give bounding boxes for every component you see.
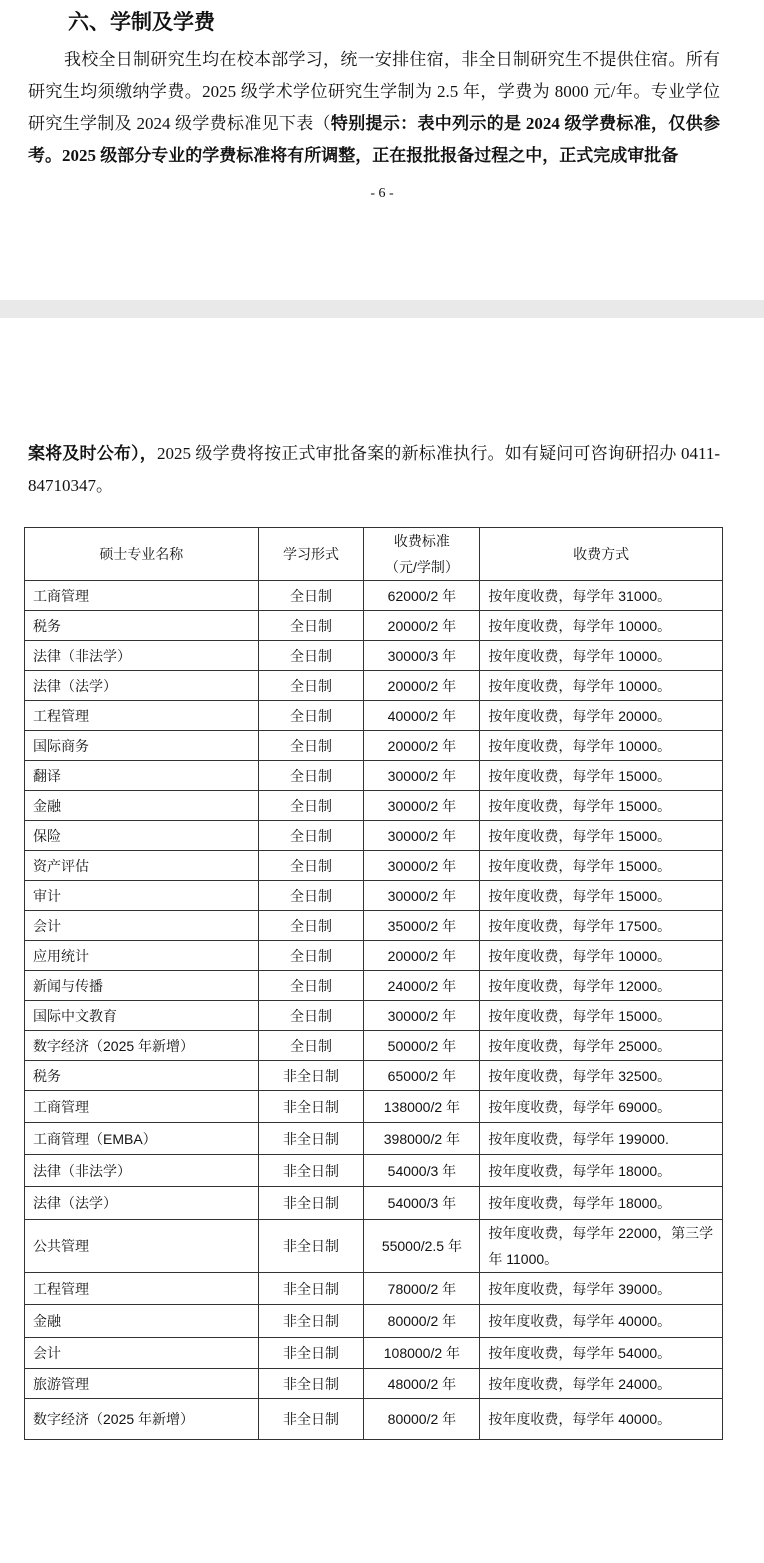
cell-payment-method: 按年度收费，每学年 24000。 <box>480 1369 723 1399</box>
cell-fee-standard: 24000/2 年 <box>364 971 480 1001</box>
table-row <box>25 581 723 611</box>
cell-payment-method: 按年度收费，每学年 10000。 <box>480 611 723 641</box>
cell-major: 国际商务 <box>25 731 259 761</box>
cell-payment-method: 按年度收费，每学年 199000. <box>480 1123 723 1155</box>
cell-payment-method: 按年度收费，每学年 12000。 <box>480 971 723 1001</box>
cell-major: 工程管理 <box>25 701 259 731</box>
cell-payment-method: 按年度收费，每学年 15000。 <box>480 881 723 911</box>
paragraph-text: 2025 级学费将按正式审批备案的新标准执行。如有疑问可咨询研招办 0411-84710347。 <box>28 444 720 495</box>
cell-study-mode: 非全日制 <box>258 1091 364 1123</box>
special-notice-end: 案将及时公布）， <box>28 444 157 463</box>
cell-fee-standard: 30000/2 年 <box>364 1001 480 1031</box>
header-fee-line1: 收费标准 <box>393 533 450 549</box>
table-row <box>25 791 723 821</box>
table-row <box>25 1155 723 1187</box>
table-row <box>25 761 723 791</box>
cell-study-mode: 全日制 <box>258 611 364 641</box>
cell-major: 金融 <box>25 791 259 821</box>
cell-study-mode: 非全日制 <box>258 1273 364 1305</box>
table-row <box>25 1061 723 1091</box>
cell-major: 公共管理 <box>25 1220 259 1273</box>
cell-major: 应用统计 <box>25 941 259 971</box>
cell-payment-method: 按年度收费，每学年 20000。 <box>480 701 723 731</box>
paragraph-text: 我校全日制研究生均在校本部学习，统一安排住宿，非全日制研究生不提供住宿。所有研究生均须缴纳学费。2025 级学术学位研究生学制为 2.5 年，学费为 8000 元/年。专业学位研究生学制及 2024 级学费标准见下表（ <box>28 50 720 133</box>
cell-study-mode: 全日制 <box>258 1031 364 1061</box>
cell-fee-standard: 138000/2 年 <box>364 1091 480 1123</box>
table-row <box>25 731 723 761</box>
cell-major: 审计 <box>25 881 259 911</box>
table-row <box>25 1273 723 1305</box>
cell-major: 法律（法学） <box>25 1187 259 1220</box>
cell-major: 法律（非法学） <box>25 641 259 671</box>
cell-fee-standard: 54000/3 年 <box>364 1155 480 1187</box>
cell-major: 法律（非法学） <box>25 1155 259 1187</box>
cell-payment-method: 按年度收费，每学年 15000。 <box>480 851 723 881</box>
cell-major: 税务 <box>25 611 259 641</box>
cell-fee-standard: 30000/3 年 <box>364 641 480 671</box>
cell-major: 翻译 <box>25 761 259 791</box>
cell-payment-method: 按年度收费，每学年 69000。 <box>480 1091 723 1123</box>
cell-fee-standard: 20000/2 年 <box>364 731 480 761</box>
cell-study-mode: 全日制 <box>258 791 364 821</box>
cell-major: 数字经济（2025 年新增） <box>25 1031 259 1061</box>
cell-fee-standard: 20000/2 年 <box>364 611 480 641</box>
cell-fee-standard: 78000/2 年 <box>364 1273 480 1305</box>
table-row <box>25 1338 723 1369</box>
cell-study-mode: 非全日制 <box>258 1155 364 1187</box>
cell-payment-method: 按年度收费，每学年 54000。 <box>480 1338 723 1369</box>
cell-payment-method: 按年度收费，每学年 40000。 <box>480 1305 723 1338</box>
table-row <box>25 881 723 911</box>
cell-study-mode: 全日制 <box>258 821 364 851</box>
table-row <box>25 641 723 671</box>
table-row <box>25 971 723 1001</box>
cell-fee-standard: 40000/2 年 <box>364 701 480 731</box>
cell-study-mode: 全日制 <box>258 1001 364 1031</box>
cell-study-mode: 非全日制 <box>258 1123 364 1155</box>
cell-payment-method: 按年度收费，每学年 10000。 <box>480 641 723 671</box>
cell-fee-standard: 398000/2 年 <box>364 1123 480 1155</box>
cell-fee-standard: 108000/2 年 <box>364 1338 480 1369</box>
paragraph-tuition-intro <box>28 44 720 172</box>
cell-study-mode: 全日制 <box>258 941 364 971</box>
section-heading: 六、学制及学费 <box>68 11 215 34</box>
table-row <box>25 1001 723 1031</box>
table-row <box>25 611 723 641</box>
cell-payment-method: 按年度收费，每学年 17500。 <box>480 911 723 941</box>
cell-major: 工商管理 <box>25 1091 259 1123</box>
table-row <box>25 1305 723 1338</box>
cell-study-mode: 全日制 <box>258 581 364 611</box>
cell-fee-standard: 30000/2 年 <box>364 791 480 821</box>
cell-study-mode: 非全日制 <box>258 1338 364 1369</box>
cell-fee-standard: 48000/2 年 <box>364 1369 480 1399</box>
cell-major: 工商管理 <box>25 581 259 611</box>
cell-major: 工程管理 <box>25 1273 259 1305</box>
cell-fee-standard: 20000/2 年 <box>364 671 480 701</box>
cell-payment-method: 按年度收费，每学年 15000。 <box>480 1001 723 1031</box>
cell-payment-method: 按年度收费，每学年 25000。 <box>480 1031 723 1061</box>
table-row <box>25 1123 723 1155</box>
cell-major: 资产评估 <box>25 851 259 881</box>
tuition-table <box>24 527 723 1440</box>
cell-payment-method: 按年度收费，每学年 32500。 <box>480 1061 723 1091</box>
header-major: 硕士专业名称 <box>25 528 259 581</box>
cell-major: 国际中文教育 <box>25 1001 259 1031</box>
table-row <box>25 671 723 701</box>
page-separator <box>0 300 764 318</box>
cell-payment-method: 按年度收费，每学年 18000。 <box>480 1155 723 1187</box>
cell-fee-standard: 65000/2 年 <box>364 1061 480 1091</box>
cell-fee-standard: 30000/2 年 <box>364 821 480 851</box>
table-row <box>25 1091 723 1123</box>
cell-payment-method: 按年度收费，每学年 31000。 <box>480 581 723 611</box>
cell-major: 会计 <box>25 911 259 941</box>
special-notice-text: 特别提示：表中列示的是 2024 级学费标准，仅供参考。2025 级部分专业的学费标准将有所调整，正在报批报备过程之中，正式完成审批备 <box>28 114 721 165</box>
table-row <box>25 701 723 731</box>
cell-payment-method: 按年度收费，每学年 10000。 <box>480 731 723 761</box>
cell-study-mode: 非全日制 <box>258 1061 364 1091</box>
table-row <box>25 941 723 971</box>
cell-major: 法律（法学） <box>25 671 259 701</box>
cell-fee-standard: 30000/2 年 <box>364 851 480 881</box>
cell-study-mode: 全日制 <box>258 701 364 731</box>
table-row <box>25 911 723 941</box>
table-row <box>25 1187 723 1220</box>
cell-payment-method: 按年度收费，每学年 15000。 <box>480 791 723 821</box>
cell-fee-standard: 80000/2 年 <box>364 1305 480 1338</box>
cell-major: 保险 <box>25 821 259 851</box>
cell-study-mode: 非全日制 <box>258 1305 364 1338</box>
cell-payment-method: 按年度收费，每学年 40000。 <box>480 1399 723 1440</box>
cell-study-mode: 全日制 <box>258 731 364 761</box>
header-fee-standard <box>364 528 480 581</box>
cell-study-mode: 非全日制 <box>258 1220 364 1273</box>
cell-payment-method: 按年度收费，每学年 15000。 <box>480 761 723 791</box>
cell-major: 会计 <box>25 1338 259 1369</box>
cell-fee-standard: 55000/2.5 年 <box>364 1220 480 1273</box>
cell-study-mode: 非全日制 <box>258 1187 364 1220</box>
cell-study-mode: 全日制 <box>258 911 364 941</box>
cell-payment-method: 按年度收费，每学年 10000。 <box>480 941 723 971</box>
cell-payment-method: 按年度收费，每学年 15000。 <box>480 821 723 851</box>
table-row <box>25 1220 723 1273</box>
cell-study-mode: 全日制 <box>258 851 364 881</box>
page-number: - 6 - <box>370 186 394 201</box>
cell-payment-method: 按年度收费，每学年 22000，第三学年 11000。 <box>480 1220 723 1273</box>
cell-payment-method: 按年度收费，每学年 10000。 <box>480 671 723 701</box>
cell-payment-method: 按年度收费，每学年 39000。 <box>480 1273 723 1305</box>
cell-study-mode: 全日制 <box>258 761 364 791</box>
cell-study-mode: 非全日制 <box>258 1369 364 1399</box>
cell-major: 金融 <box>25 1305 259 1338</box>
table-header-row <box>25 528 723 581</box>
cell-major: 工商管理（EMBA） <box>25 1123 259 1155</box>
paragraph-continuation <box>28 438 720 502</box>
cell-fee-standard: 20000/2 年 <box>364 941 480 971</box>
cell-major: 旅游管理 <box>25 1369 259 1399</box>
header-fee-line2: （元/学制） <box>384 559 459 575</box>
cell-fee-standard: 54000/3 年 <box>364 1187 480 1220</box>
cell-study-mode: 非全日制 <box>258 1399 364 1440</box>
cell-fee-standard: 35000/2 年 <box>364 911 480 941</box>
table-row <box>25 1399 723 1440</box>
cell-major: 数字经济（2025 年新增） <box>25 1399 259 1440</box>
table-row <box>25 1031 723 1061</box>
table-row <box>25 1369 723 1399</box>
cell-major: 新闻与传播 <box>25 971 259 1001</box>
header-payment-method: 收费方式 <box>480 528 723 581</box>
table-row <box>25 821 723 851</box>
cell-study-mode: 全日制 <box>258 971 364 1001</box>
cell-fee-standard: 80000/2 年 <box>364 1399 480 1440</box>
cell-study-mode: 全日制 <box>258 881 364 911</box>
cell-fee-standard: 62000/2 年 <box>364 581 480 611</box>
cell-fee-standard: 50000/2 年 <box>364 1031 480 1061</box>
cell-study-mode: 全日制 <box>258 671 364 701</box>
cell-major: 税务 <box>25 1061 259 1091</box>
table-row <box>25 851 723 881</box>
cell-study-mode: 全日制 <box>258 641 364 671</box>
cell-fee-standard: 30000/2 年 <box>364 881 480 911</box>
cell-fee-standard: 30000/2 年 <box>364 761 480 791</box>
cell-payment-method: 按年度收费，每学年 18000。 <box>480 1187 723 1220</box>
header-study-mode: 学习形式 <box>258 528 364 581</box>
